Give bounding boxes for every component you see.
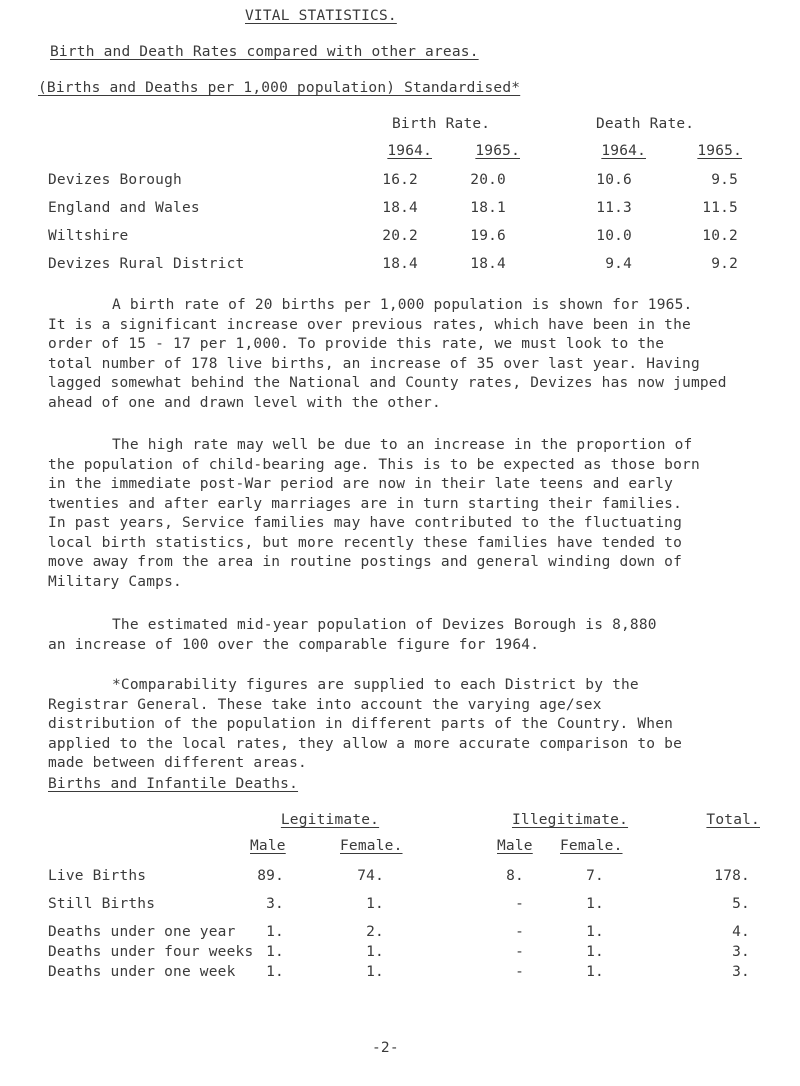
table-cell: 11.3 xyxy=(596,200,632,216)
total-header: Total. xyxy=(706,812,760,828)
text-line: Military Camps. xyxy=(48,573,182,590)
area-label: Devizes Borough xyxy=(48,172,182,188)
text-line: local birth statistics, but more recently these families have tended to xyxy=(48,534,683,551)
table-cell: 1. xyxy=(266,964,284,980)
text-line: It is a significant increase over previous rates, which have been in the xyxy=(48,316,691,333)
text-line: total number of 178 live births, an increase of 35 over last year. Having xyxy=(48,355,700,372)
table-cell: 20.2 xyxy=(382,228,418,244)
row-label: Deaths under four weeks xyxy=(48,944,254,960)
table-cell: 8. xyxy=(506,868,524,884)
table-cell: 7. xyxy=(586,868,604,884)
table-cell: 5. xyxy=(732,896,750,912)
text-line: distribution of the population in different parts of the Country. When xyxy=(48,716,674,732)
legitimate-header: Legitimate. xyxy=(280,812,380,828)
table-cell: 1. xyxy=(366,964,384,980)
table-cell: 18.4 xyxy=(470,256,506,272)
row-label: Still Births xyxy=(48,896,156,912)
section-heading-rates: Birth and Death Rates compared with other areas. xyxy=(50,44,479,60)
text-line: Registrar General. These take into account the varying age/sex xyxy=(48,696,602,713)
table-cell: 9.5 xyxy=(711,172,738,188)
table-cell: 3. xyxy=(266,896,284,912)
page-number: -2- xyxy=(372,1040,399,1056)
table-cell: 9.4 xyxy=(605,256,632,272)
table-cell: - xyxy=(515,964,524,980)
section-heading-births: Births and Infantile Deaths. xyxy=(48,776,299,792)
text-line: In past years, Service families may have contributed to the fluctuating xyxy=(48,515,683,531)
table-cell: 3. xyxy=(732,944,750,960)
row-label: Deaths under one week xyxy=(48,964,236,980)
text-line: ahead of one and drawn level with the other. xyxy=(48,394,441,411)
sub-header: Female. xyxy=(340,838,403,854)
table-cell: 9.2 xyxy=(711,256,738,272)
table-cell: - xyxy=(515,896,524,912)
table-cell: 74. xyxy=(357,868,384,884)
text-line: order of 15 - 17 per 1,000. To provide this rate, we must look to the xyxy=(48,336,665,352)
row-label: Live Births xyxy=(48,868,147,884)
text-line: twenties and after early marriages are in turn starting their families. xyxy=(48,495,683,512)
row-label: Deaths under one year xyxy=(48,924,236,940)
table-cell: 16.2 xyxy=(382,172,418,188)
table-cell: 11.5 xyxy=(702,200,738,216)
paragraph-comparability-footnote xyxy=(48,676,768,774)
table-cell: 10.0 xyxy=(596,228,632,244)
section-subheading-rates: (Births and Deaths per 1,000 population) Standardised* xyxy=(38,80,521,96)
year-header: 1964. xyxy=(387,143,432,159)
year-header: 1965. xyxy=(475,143,520,159)
table-cell: 20.0 xyxy=(470,172,506,188)
table-cell: - xyxy=(515,944,524,960)
table-cell: 1. xyxy=(266,944,284,960)
text-line: The estimated mid-year population of Devizes Borough is 8,880 xyxy=(112,617,657,633)
text-line: A birth rate of 20 births per 1,000 population is shown for 1965. xyxy=(112,297,693,313)
text-line: applied to the local rates, they allow a more accurate comparison to be xyxy=(48,735,683,752)
table-cell: 2. xyxy=(366,924,384,940)
birth-rate-header: Birth Rate. xyxy=(392,116,491,132)
table-cell: 18.4 xyxy=(382,200,418,216)
text-line: lagged somewhat behind the National and County rates, Devizes has now jumped xyxy=(48,375,727,391)
area-label: England and Wales xyxy=(48,200,200,216)
table-cell: 1. xyxy=(586,944,604,960)
table-cell: 1. xyxy=(366,896,384,912)
table-cell: 3. xyxy=(732,964,750,980)
table-cell: 18.4 xyxy=(382,256,418,272)
sub-header: Male xyxy=(250,838,286,854)
table-cell: 1. xyxy=(586,924,604,940)
page-title: VITAL STATISTICS. xyxy=(245,8,397,24)
paragraph-birth-rate xyxy=(48,296,768,413)
text-line: move away from the area in routine postings and general winding down of xyxy=(48,554,683,570)
year-header: 1965. xyxy=(697,143,742,159)
table-cell: 89. xyxy=(257,868,284,884)
text-line: made between different areas. xyxy=(48,755,307,771)
illegitimate-header: Illegitimate. xyxy=(511,812,629,828)
text-line: *Comparability figures are supplied to each District by the xyxy=(112,677,639,693)
area-label: Devizes Rural District xyxy=(48,256,245,272)
table-cell: - xyxy=(515,924,524,940)
year-header: 1964. xyxy=(601,143,646,159)
paragraph-population xyxy=(48,616,768,655)
table-cell: 1. xyxy=(586,896,604,912)
table-cell: 4. xyxy=(732,924,750,940)
table-cell: 19.6 xyxy=(470,228,506,244)
table-cell: 10.6 xyxy=(596,172,632,188)
table-cell: 1. xyxy=(266,924,284,940)
sub-header: Female. xyxy=(560,838,623,854)
area-label: Wiltshire xyxy=(48,228,129,244)
text-line: the population of child-bearing age. This is to be expected as those born xyxy=(48,456,700,473)
text-line: in the immediate post-War period are now in their late teens and early xyxy=(48,476,674,492)
text-line: an increase of 100 over the comparable figure for 1964. xyxy=(48,636,540,653)
table-cell: 18.1 xyxy=(470,200,506,216)
table-cell: 1. xyxy=(586,964,604,980)
table-cell: 10.2 xyxy=(702,228,738,244)
paragraph-high-rate xyxy=(48,436,768,592)
death-rate-header: Death Rate. xyxy=(596,116,695,132)
sub-header: Male xyxy=(497,838,533,854)
table-cell: 1. xyxy=(366,944,384,960)
text-line: The high rate may well be due to an increase in the proportion of xyxy=(112,437,693,453)
table-cell: 178. xyxy=(714,868,750,884)
